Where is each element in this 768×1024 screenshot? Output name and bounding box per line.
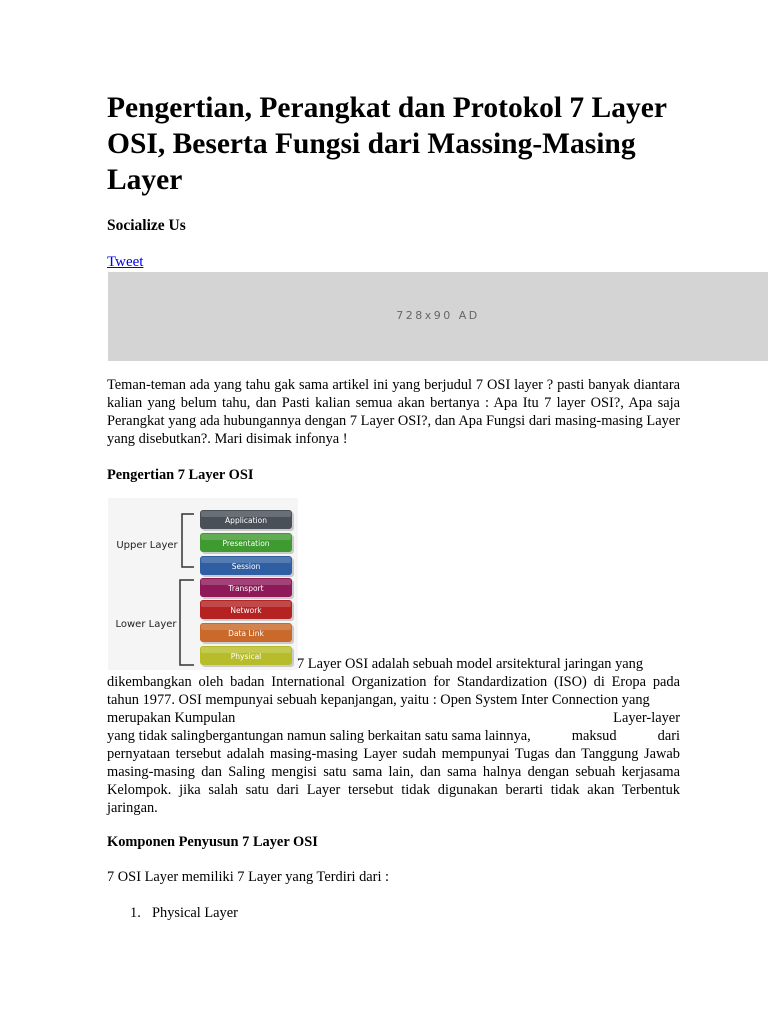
layer-block-data-link: [200, 623, 294, 644]
layer-block-session: [200, 556, 294, 577]
osi-line-3: [107, 709, 680, 727]
layer-label: Network: [230, 606, 262, 615]
osi-layer-diagram: [108, 498, 298, 670]
layer-list: [107, 905, 238, 922]
layer-block-network: [200, 600, 294, 621]
heading-komponen: Komponen Penyusun 7 Layer OSI: [107, 834, 318, 850]
ad-label: 728x90 AD: [396, 309, 480, 322]
layer-label: Physical: [230, 652, 262, 661]
layer-label: Presentation: [222, 539, 270, 548]
page-title: Pengertian, Perangkat dan Protokol 7 Layer OSI, Beserta Fungsi dari Massing-Masing Layer: [107, 92, 667, 196]
upper-bracket: [182, 514, 194, 567]
list-item-number: 1.: [130, 905, 141, 921]
socialize-heading: Socialize Us: [107, 217, 186, 234]
intro-paragraph: Teman-teman ada yang tahu gak sama artikel ini yang berjudul 7 OSI layer ? pasti banyak diantara kalian yang belum tahu, dan Pasti kalian semua akan bertanya : Apa Itu 7 layer OSI?, Apa saja Perangkat yang ada hubungannya dengan 7 Layer OSI?, dan Apa Fungsi dari masing-masing Layer yang disebutkan?. Mari disimak infonya !: [107, 377, 680, 447]
komponen-paragraph: 7 OSI Layer memiliki 7 Layer yang Terdiri dari :: [107, 869, 390, 885]
ad-banner[interactable]: [108, 272, 768, 361]
osi-line-3-left: merupakan Kumpulan: [107, 710, 236, 726]
upper-layer-label: Upper Layer: [116, 540, 178, 551]
layer-label: Session: [231, 562, 261, 571]
lower-layer-label: Lower Layer: [115, 619, 177, 630]
heading-pengertian: Pengertian 7 Layer OSI: [107, 467, 254, 483]
tweet-link[interactable]: Tweet: [107, 254, 144, 270]
osi-line-1: 7 Layer OSI adalah sebuah model arsitektural jaringan yang: [297, 656, 644, 672]
osi-line-3-right: Layer-layer: [613, 710, 680, 726]
osi-line-4-c: dari: [657, 728, 680, 744]
layer-label: Application: [225, 516, 267, 525]
layer-stack: [200, 510, 294, 667]
layer-block-transport: [200, 578, 294, 599]
osi-line-5: pernyataan tersebut adalah masing-masing Layer sudah mempunyai Tugas dan Tanggung Jawab masing-masing dan Saling mengisi satu sama lain, dan sama halnya dengan sebuah kerjasama Kelompok. jika salah satu dari Layer tersebut tidak digunakan berarti tidak akan Terbentuk jaringan.: [107, 746, 680, 816]
osi-paragraph: [107, 655, 680, 817]
list-item-label: Physical Layer: [152, 905, 238, 921]
layer-label: Transport: [228, 584, 264, 593]
layer-label: Data Link: [228, 629, 264, 638]
layer-block-presentation: [200, 533, 294, 554]
osi-line-4: [107, 727, 680, 745]
lower-bracket: [180, 580, 194, 665]
osi-diagram-svg: [108, 498, 298, 670]
osi-line-4-a: yang tidak salingbergantungan namun saling berkaitan satu sama lainnya,: [107, 728, 531, 744]
osi-line-4-b: maksud: [571, 728, 617, 744]
osi-line-2: dikembangkan oleh badan International Organization for Standardization (ISO) di Eropa pada tahun 1977. OSI mempunyai sebuah kepanjangan, yaitu : Open System Inter Connection yang: [107, 674, 680, 708]
layer-block-application: [200, 510, 294, 531]
list-item: [107, 905, 238, 922]
